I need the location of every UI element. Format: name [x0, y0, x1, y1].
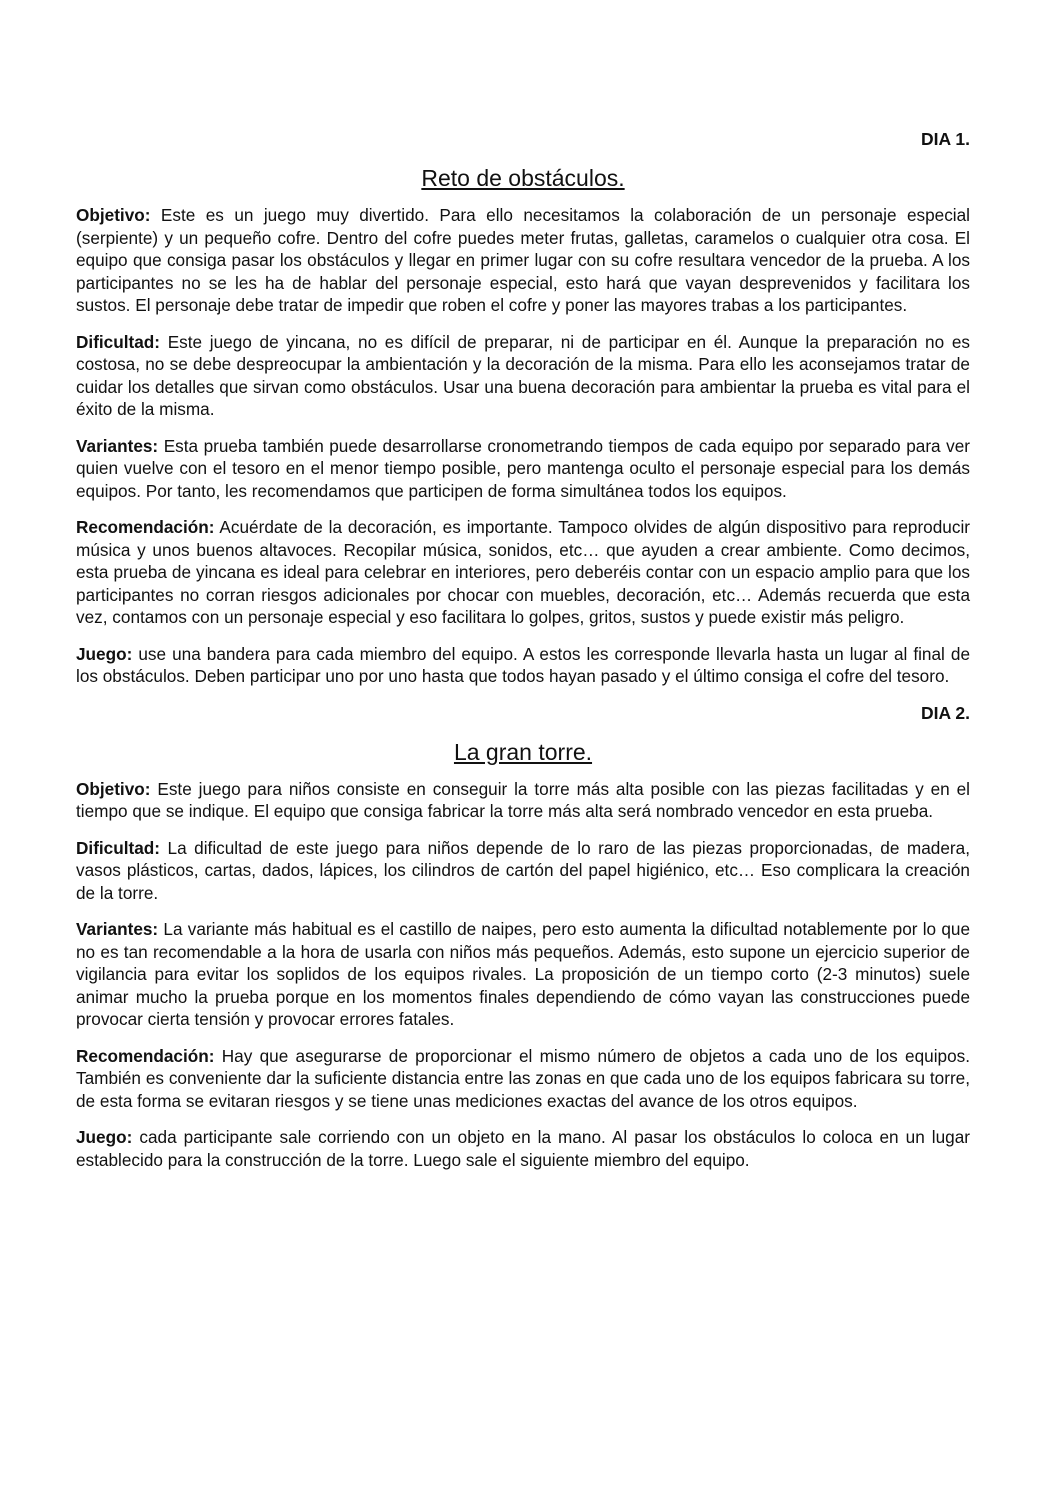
- day-2-title: La gran torre.: [453, 738, 593, 765]
- paragraph-label: Recomendación:: [76, 1045, 215, 1066]
- paragraph-text: Esta prueba también puede desarrollarse cronometrando tiempos de cada equipo por separado para ver quien vuelve con el tesoro en el menor tiempo posible, pero mantenga oculto el personaje especial para los demás equipos. Por tanto, les recomendamos que participen de forma simultánea todos los equipos.: [76, 435, 970, 501]
- document-page: [76, 128, 970, 1185]
- paragraph-label: Juego:: [76, 643, 133, 664]
- day-1-juego-paragraph: [76, 643, 970, 688]
- paragraph-text: Este juego de yincana, no es difícil de preparar, ni de participar en él. Aunque la preparación no es costosa, no se debe despreocupar la ambientación y la decoración de la misma. Para ello les aconsejamos tratar de cuidar los detalles que sirvan como obstáculos. Usar una buena decoración para ambientar la prueba es vital para el éxito de la misma.: [76, 331, 970, 419]
- day-1-variantes-paragraph: [76, 435, 970, 503]
- paragraph-text: La variante más habitual es el castillo de naipes, pero esto aumenta la dificultad notablemente por lo que no es tan recomendable a la hora de usarla con niños más pequeños. Además, esto supone un ejercicio superior de vigilancia para evitar los soplidos de los equipos rivales. La proposición de un tiempo corto (2-3 minutos) suele animar mucho la prueba porque en los momentos finales dependiendo de cómo vayan las construcciones puede provocar cierta tensión y provocar errores fatales.: [76, 919, 971, 1029]
- paragraph-label: Dificultad:: [76, 331, 161, 352]
- paragraph-text: Este juego para niños consiste en conseguir la torre más alta posible con las piezas facilitadas y en el tiempo que se indique. El equipo que consiga fabricar la torre más alta será nombrado vencedor en esta prueba.: [76, 778, 970, 821]
- day-2-objetivo-paragraph: [76, 778, 970, 823]
- paragraph-text: Hay que asegurarse de proporcionar el mismo número de objetos a cada uno de los equipos. También es conveniente dar la suficiente distancia entre las zonas en que cada uno de los equipos fabricara su torre, de esta forma se evitaran riesgos y se tiene unas mediciones exactas del avance de los otros equipos.: [76, 1045, 970, 1111]
- paragraph-text: use una bandera para cada miembro del equipo. A estos les corresponde llevarla hasta un lugar al final de los obstáculos. Deben participar uno por uno hasta que todos hayan pasado y el último consiga el cofre del tesoro.: [76, 643, 971, 686]
- paragraph-text: La dificultad de este juego para niños depende de lo raro de las piezas proporcionadas, de madera, vasos plásticos, cartas, dados, lápices, los cilindros de cartón del papel higiénico, etc… Eso complicara la creación de la torre.: [76, 837, 970, 903]
- paragraph-label: Variantes:: [76, 435, 159, 456]
- day-2-recomendacion-paragraph: [76, 1045, 970, 1113]
- paragraph-label: Objetivo:: [76, 205, 151, 225]
- day-2-juego-paragraph: [76, 1126, 970, 1171]
- paragraph-text: Este es un juego muy divertido. Para ello necesitamos la colaboración de un personaje especial (serpiente) y un pequeño cofre. Dentro del cofre puedes meter frutas, galletas, caramelos o cualquier otra cosa. El equipo que consiga pasar los obstáculos y llegar en primer lugar con su cofre resultara vencedor de la prueba. A los participantes no se les ha de hablar del personaje especial, esto hará que vayan desprevenidos y facilitara los sustos. El personaje debe tratar de impedir que roben el cofre y poner las mayores trabas a los participantes.: [76, 205, 970, 315]
- day-1-title: Reto de obstáculos.: [421, 165, 625, 191]
- paragraph-text: cada participante sale corriendo con un objeto en la mano. Al pasar los obstáculos lo coloca en un lugar establecido para la construcción de la torre. Luego sale el siguiente miembro del equipo.: [76, 1127, 971, 1170]
- day-2-heading: DIA 2.: [921, 702, 970, 723]
- paragraph-text: Acuérdate de la decoración, es importante. Tampoco olvides de algún dispositivo para reproducir música y unos buenos altavoces. Recopilar música, sonidos, etc… que ayuden a crear ambiente. Como decimos, esta prueba de yincana es ideal para celebrar en interiores, pero deberéis contar con un espacio amplio para que los participantes no corran riesgos adicionales por chocar con muebles, decoración, etc… Además recuerda que esta vez, contamos con un personaje especial y eso facilitara lo golpes, gritos, sustos y puede existir más peligro.: [76, 517, 970, 627]
- day-1-objetivo-paragraph: [76, 204, 970, 317]
- paragraph-label: Dificultad:: [76, 837, 161, 858]
- day-1-dificultad-paragraph: [76, 331, 970, 421]
- paragraph-label: Recomendación:: [76, 517, 215, 537]
- paragraph-label: Objetivo:: [76, 778, 151, 799]
- day-1-heading: DIA 1.: [921, 129, 970, 149]
- paragraph-label: Variantes:: [76, 919, 159, 939]
- day-2-variantes-paragraph: [76, 918, 970, 1031]
- day-2-dificultad-paragraph: [76, 837, 970, 905]
- day-1-recomendacion-paragraph: [76, 516, 970, 629]
- paragraph-label: Juego:: [76, 1127, 133, 1147]
